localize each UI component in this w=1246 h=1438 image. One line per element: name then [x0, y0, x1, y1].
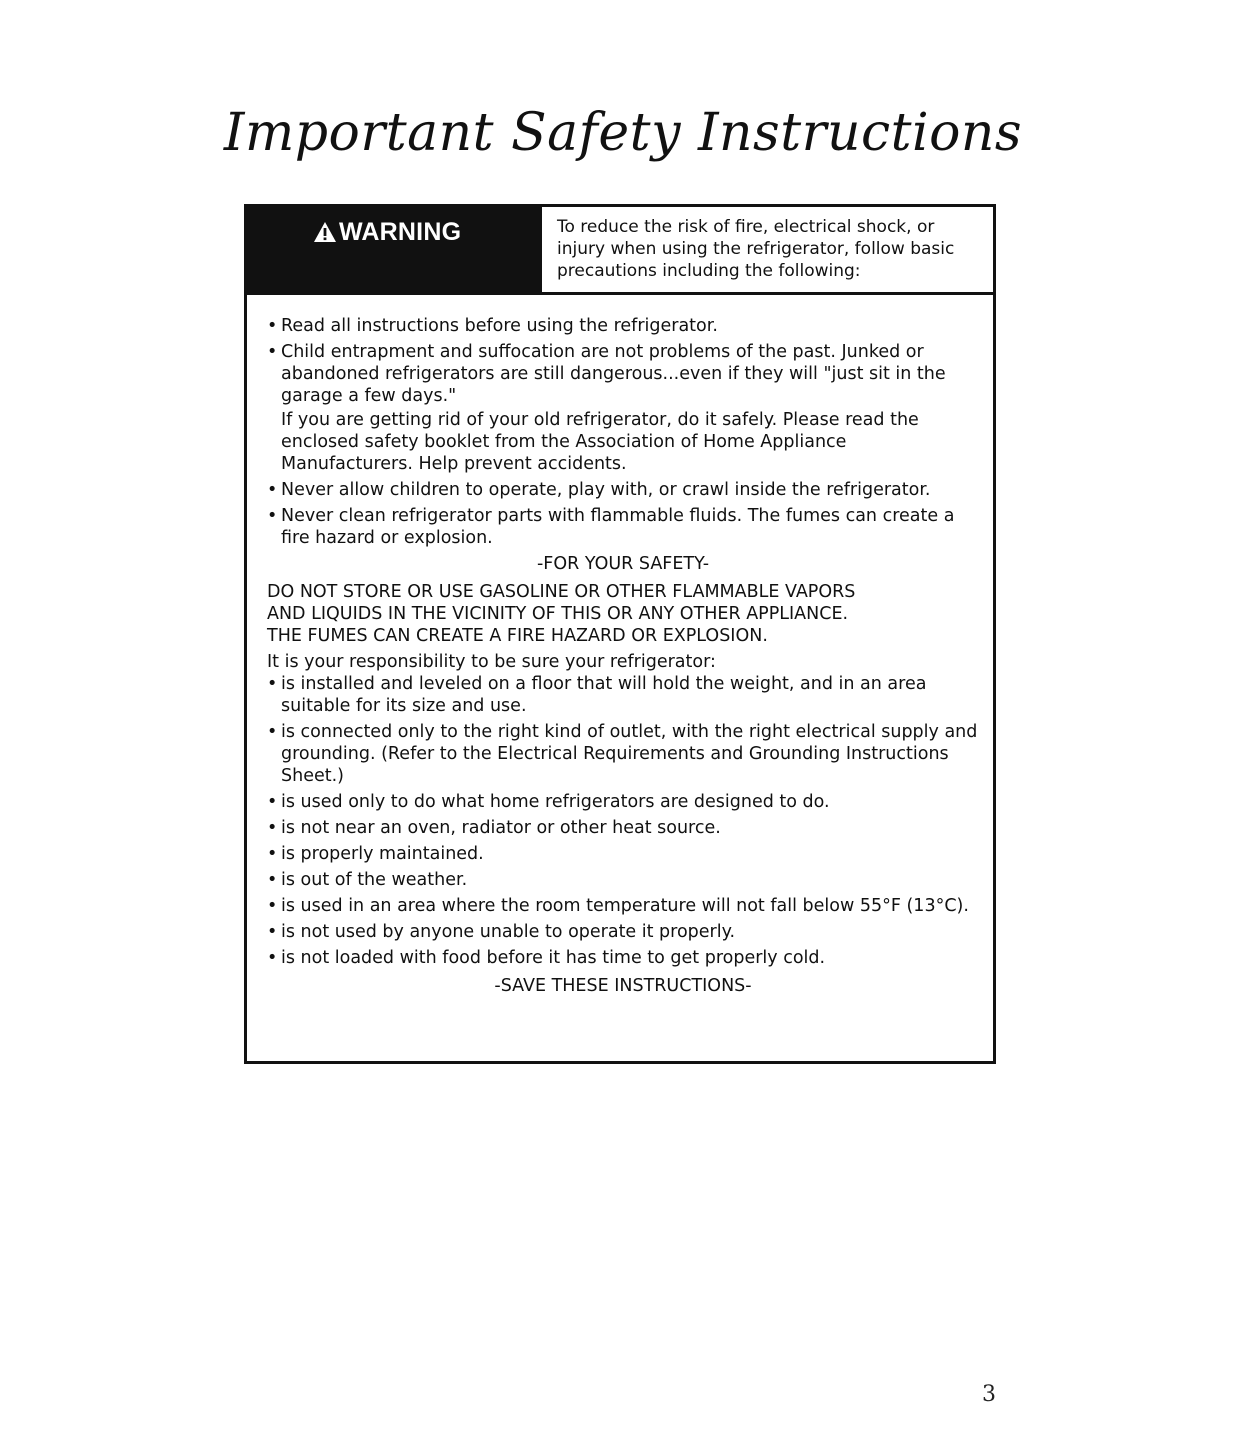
for-your-safety-heading: -FOR YOUR SAFETY- — [536, 554, 710, 574]
page-title: Important Safety Instructions — [223, 103, 1023, 163]
list-item: • is properly maintained. — [267, 844, 484, 864]
flammable-warning-line: AND LIQUIDS IN THE VICINITY OF THIS OR ANY OTHER APPLIANCE. — [267, 604, 849, 624]
list-item: • is connected only to the right kind of outlet, with the right electrical supply and grounding. (Refer to the Electrical Requirements and Grounding Instructions Sheet.) — [267, 722, 978, 786]
list-item: • is not near an oven, radiator or other heat source. — [267, 818, 721, 838]
bullet-icon: • — [267, 948, 278, 968]
bullet-icon: • — [267, 792, 278, 812]
bullet-icon: • — [267, 818, 278, 838]
save-instructions-heading: -SAVE THESE INSTRUCTIONS- — [494, 976, 752, 996]
bullet-icon: • — [267, 844, 278, 864]
bullet-icon: • — [267, 316, 278, 336]
list-item: • is used only to do what home refrigerators are designed to do. — [267, 792, 830, 812]
list-item: • is not loaded with food before it has time to get properly cold. — [267, 948, 826, 968]
warning-triangle-icon — [313, 221, 337, 243]
bullet-icon: • — [267, 480, 278, 500]
list-item: • is installed and leveled on a floor that will hold the weight, and in an area suitable for its size and use. — [267, 674, 927, 716]
page-number: 3 — [982, 1382, 996, 1407]
flammable-warning-line: DO NOT STORE OR USE GASOLINE OR OTHER FLAMMABLE VAPORS — [267, 582, 856, 602]
bullet-icon: • — [267, 922, 278, 942]
disposal-note: If you are getting rid of your old refrigerator, do it safely. Please read the enclosed safety booklet from the Association of Home Appliance Manufacturers. Help prevent accidents. — [281, 410, 919, 474]
flammable-warning-line: THE FUMES CAN CREATE A FIRE HAZARD OR EXPLOSION. — [267, 626, 768, 646]
list-item: • Never allow children to operate, play with, or crawl inside the refrigerator. — [267, 480, 931, 500]
bullet-icon: • — [267, 722, 278, 742]
list-item: • is out of the weather. — [267, 870, 468, 890]
list-item: • Child entrapment and suffocation are not problems of the past. Junked or abandoned refrigerators are still dangerous...even if they will "just sit in the garage a few days." — [267, 342, 946, 406]
responsibility-intro: It is your responsibility to be sure your refrigerator: — [267, 652, 716, 672]
bullet-icon: • — [267, 896, 278, 916]
list-item: • is not used by anyone unable to operate it properly. — [267, 922, 736, 942]
list-item: • Never clean refrigerator parts with flammable fluids. The fumes can create a fire hazard or explosion. — [267, 506, 955, 548]
bullet-icon: • — [267, 674, 278, 694]
list-item: • is used in an area where the room temperature will not fall below 55°F (13°C). — [267, 896, 969, 916]
list-item: • Read all instructions before using the refrigerator. — [267, 316, 718, 336]
bullet-icon: • — [267, 342, 278, 362]
bullet-icon: • — [267, 506, 278, 526]
safety-instructions-box — [244, 204, 996, 1064]
warning-header — [247, 207, 993, 295]
bullet-icon: • — [267, 870, 278, 890]
safety-content — [267, 315, 979, 1003]
warning-label-panel — [247, 207, 539, 295]
warning-label: WARNING — [339, 217, 462, 246]
warning-intro-text: To reduce the risk of fire, electrical shock, or injury when using the refrigerator, follow basic precautions including the following: — [539, 207, 993, 295]
